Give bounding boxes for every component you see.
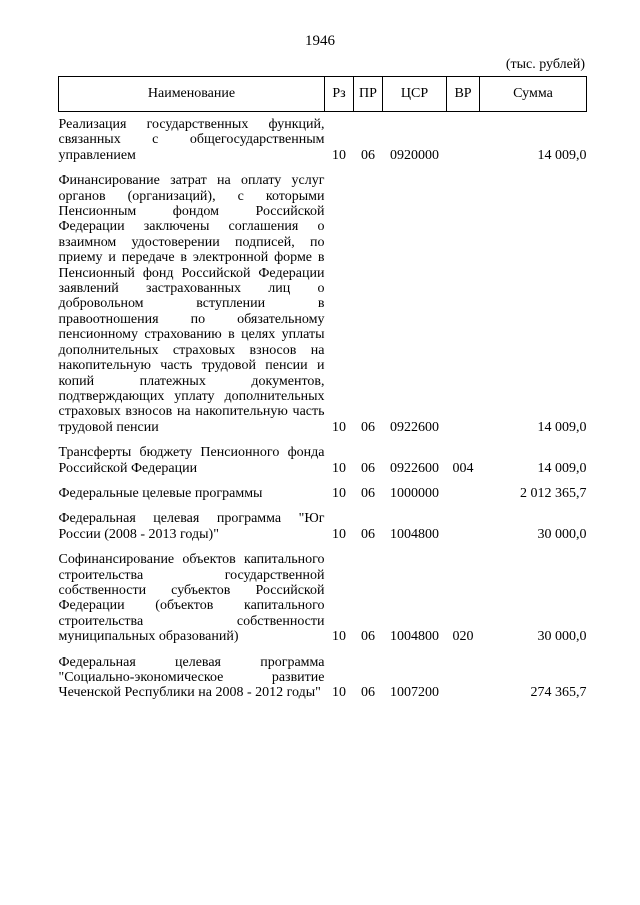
row-sum: 30 000,0 (537, 629, 587, 645)
table-row (59, 112, 587, 174)
row-rz: 10 (332, 460, 346, 476)
row-sum: 14 009,0 (537, 147, 587, 163)
header-name: Наименование (59, 77, 325, 112)
row-sum: 274 365,7 (530, 685, 587, 701)
header-rz: Рз (325, 77, 354, 112)
table-row (59, 552, 587, 654)
row-csr: 0922600 (390, 460, 439, 476)
row-vr (447, 173, 480, 445)
table-row (59, 511, 587, 552)
table-row (59, 655, 587, 701)
row-name: Софинансирование объектов капитального строительства государственной собственности субъектов Российской Федерации (объектов капитального строительства собственности муниципальных образований) (58, 552, 325, 645)
row-pr: 06 (361, 147, 375, 163)
row-pr: 06 (361, 419, 375, 435)
header-pr: ПР (354, 77, 383, 112)
row-rz: 10 (332, 685, 346, 701)
row-name: Трансферты бюджету Пенсионного фонда Российской Федерации (58, 445, 325, 476)
row-rz: 10 (332, 147, 346, 163)
row-sum: 14 009,0 (537, 419, 587, 435)
row-sum: 2 012 365,7 (520, 485, 587, 501)
row-sum: 30 000,0 (537, 526, 587, 542)
table-row (59, 173, 587, 445)
header-sum: Сумма (480, 77, 587, 112)
row-csr: 1004800 (390, 629, 439, 645)
row-sum: 14 009,0 (537, 460, 587, 476)
row-pr: 06 (361, 526, 375, 542)
row-name: Финансирование затрат на оплату услуг органов (организаций), с которыми Пенсионным фондом Российской Федерации заключены соглашения о взаимном удостоверении подписей, по приему и передаче в электронной форме в Пенсионный фонд Российской Федерации заявлений застрахованных лиц о добровольном вступлении в правоотношения по обязательному пенсионному страхованию в целях уплаты дополнительных страховых взносов на накопительную часть трудовой пенсии и копий платежных документов, подтверждающих уплату дополнительных страховых взносов на накопительную часть трудовой пенсии (58, 173, 325, 435)
row-csr: 1007200 (390, 685, 439, 701)
row-vr (447, 511, 480, 552)
row-name: Реализация государственных функций, связанных с общегосударственным управлением (58, 117, 325, 163)
header-csr: ЦСР (383, 77, 447, 112)
row-rz: 10 (332, 485, 346, 501)
row-csr: 1000000 (390, 485, 439, 501)
row-name: Федеральные целевые программы (58, 485, 263, 501)
row-name: Федеральная целевая программа "Социально-экономическое развитие Чеченской Республики на 2008 - 2012 годы" (58, 654, 325, 701)
row-vr (447, 486, 480, 511)
row-vr (447, 112, 480, 174)
row-vr: 004 (452, 460, 474, 476)
row-vr (447, 655, 480, 701)
row-pr: 06 (361, 629, 375, 645)
row-pr: 06 (361, 460, 375, 476)
page-number: 1946 (305, 33, 335, 49)
row-rz: 10 (332, 526, 346, 542)
table-row (59, 486, 587, 511)
units-label: (тыс. рублей) (505, 57, 585, 72)
row-csr: 1004800 (390, 526, 439, 542)
budget-table (58, 76, 587, 701)
row-rz: 10 (332, 419, 346, 435)
row-rz: 10 (332, 629, 346, 645)
table-header-row (59, 77, 587, 112)
header-vr: ВР (447, 77, 480, 112)
row-pr: 06 (361, 685, 375, 701)
row-name: Федеральная целевая программа "Юг России (2008 - 2013 годы)" (58, 511, 325, 542)
row-pr: 06 (361, 485, 375, 501)
table-row (59, 445, 587, 486)
row-csr: 0922600 (390, 419, 439, 435)
row-vr: 020 (452, 629, 474, 645)
row-csr: 0920000 (390, 147, 439, 163)
